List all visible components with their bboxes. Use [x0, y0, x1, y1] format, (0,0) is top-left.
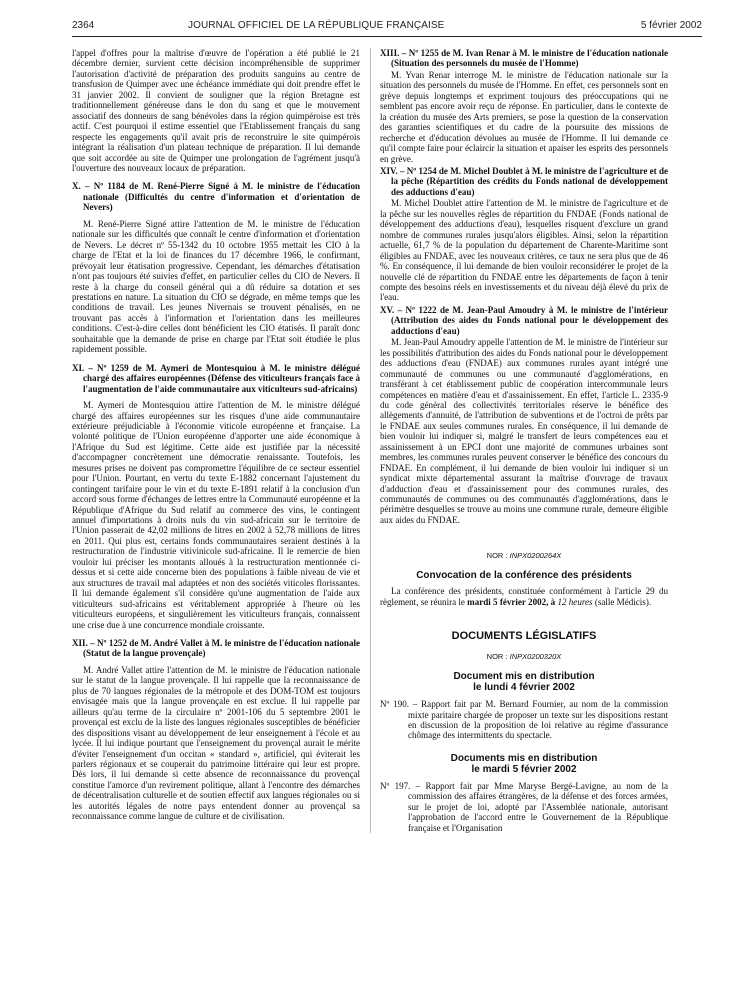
document-item-197: Nº 197. – Rapport fait par Mme Maryse Bergé-Lavigne, au nom de la commission des affaires étrangères, de la défense et des forces armées, sur le projet de loi, adopté par l'Assemblée nationale, autorisant l'approbation de l'accord entre le Gouvernement de la République française et l'Organisation — [380, 780, 668, 833]
legislative-documents-section — [380, 631, 668, 833]
nor-code: INPX0200320X — [509, 651, 562, 661]
left-column — [72, 48, 360, 822]
issue-date: 5 février 2002 — [640, 20, 702, 31]
distribution-heading-line1: Documents mis en distribution — [450, 752, 598, 764]
nor-reference — [380, 551, 668, 561]
convocation-text — [380, 586, 668, 607]
nor-label: NOR : — [486, 551, 508, 561]
question-body-x: M. René-Pierre Signé attire l'attention de M. le ministre de l'éducation nationale sur les difficultés que connaît le centre d'information et d'orientation de Nevers. Le décret nº 55-1342 du 10 octobre 1955 mettait les CIO à la charge de l'Etat et la loi de finances du 17 décembre 1966, le confirmant, prévoyait leur étatisation progressive. Cependant, les démarches d'étatisation n'ont pas toujours été suivies d'effet, en particulier celles du CIO de Nevers. Il reste à la charge du conseil général qui a dû réduire sa dotation et ses prestations en nature. La situation du CIO se dégrade, en même temps que les conditions de travail. Les jeunes Nivernais se trouvent pénalisés, en ne trouvant pas accès à l'information et l'orientation dans les meilleures conditions. C'est-à-dire celles dont bénéficient les CIO étatisés. Il paraît donc souhaitable que la demande de prise en charge par l'Etat soit étudiée le plus rapidement possible. — [72, 218, 360, 355]
question-body-xv: M. Jean-Paul Amoudry appelle l'attention de M. le ministre de l'intérieur sur les possibilités d'attribution des aides du Fonds national pour le développement des adductions d'eau (FNDAE) aux communes rurales ayant intégré une communauté de communes ou une communauté d'agglomérations, en transférant à cet établissement public de coopération intercommunale leurs compétences en matière d'eau et d'assainissement. En effet, l'article L. 2335-9 du code général des collectivités territoriales réserve le bénéfice des allègements d'annuité, de l'attribution de subventions et de l'octroi de prêts par le FNDAE aux seules communes rurales. En conséquence, il lui demande de bien vouloir lui indiquer si, malgré le transfert de leurs compétences eau et assainissement à un EPCI dont une majorité de communes urbaines sont membres, les communes rurales peuvent conserver le bénéfice des concours du FNDAE. En complément, il lui demande de bien vouloir lui indiquer si un syndicat mixte départemental assurant la maîtrise d'ouvrage de travaux d'adduction d'eau et d'assainissement pour des communes rurales, des communautés de communes ou des communautés d'agglomérations, dans le périmètre desquelles se trouve au moins une commune rurale, demeure éligible aux aides du FNDAE. — [380, 337, 668, 525]
document-item-190: Nº 190. – Rapport fait par M. Bernard Fournier, au nom de la commission mixte paritaire chargée de proposer un texte sur les dispositions restant en discussion de la proposition de loi relative au régime d'assurance chômage des intermittents du spectacle. — [380, 699, 668, 741]
question-body-xii: M. André Vallet attire l'attention de M. le ministre de l'éducation nationale sur le statut de la langue provençale. Il lui rappelle que la reconnaissance de plus de 70 langues régionales de la métropole et des DOM-TOM est toujours envisagée mais que la langue provençale en est exclue. Il lui rappelle par ailleurs qu'au terme de la circulaire nº 2001-106 du 5 septembre 2001 le provençal est exclu de la liste des langues régionales susceptibles de bénéficier des dispositions visant au développement de leur enseignement à l'école et au lycée. Il lui indique pourtant que l'enseignement du provençal aurait le mérite d'éviter l'enseignement d'un occitan « standard », artificiel, qui éviterait les parlers régionaux et se couperait du patrimoine littéraire qui leur est propre. Dès lors, il lui demande si cette absence de reconnaissance du provençal constitue l'amorce d'un revirement politique, allant à l'encontre des démarches de décentralisation culturelle et de soutien effectif aux langues régionales ou si les autorités légales de notre pays entendent donner au provençal sa reconnaissance comme langue de culture et de civilisation. — [72, 664, 360, 822]
journal-title: JOURNAL OFFICIEL DE LA RÉPUBLIQUE FRANÇAISE — [188, 20, 445, 31]
distribution-heading-line2: le lundi 4 février 2002 — [473, 682, 575, 694]
question-heading-x: X. – Nº 1184 de M. René-Pierre Signé à M. le ministre de l'éducation nationale (Difficultés du centre d'information et d'orientation de Nevers) — [72, 181, 360, 213]
question-heading-xiii: XIII. – Nº 1255 de M. Ivan Renar à M. le ministre de l'éducation nationale (Situation des personnels du musée de l'Homme) — [380, 48, 668, 69]
question-body-xiv: M. Michel Doublet attire l'attention de M. le ministre de l'agriculture et de la pêche sur les nouvelles règles de répartition du FNDAE (Fonds national de développement des adductions d'eau), lesquelles risquent d'exclure un grand nombre de communes rurales jusqu'alors éligibles. Ainsi, selon la répartition actuelle, 61,7 % de la population du département de Charente-Maritime sont éligibles au FNDAE, avec les nouveaux critères, ce taux ne sera plus que de 46 %. En conséquence, il lui demande de bien vouloir reconsidérer le projet de la nouvelle clé de répartition du FNDAE entre les départements de façon à tenir compte des besoins réels en investissements et du niveau déjà élevé du prix de l'eau. — [380, 198, 668, 303]
question-heading-xi: XI. – Nº 1259 de M. Aymeri de Montesquiou à M. le ministre délégué chargé des affaires européennes (Défense des viticulteurs français face à l'augmentation de l'aide communautaire aux viticulteurs sud-africains) — [72, 362, 360, 394]
question-body-xiii: M. Yvan Renar interroge M. le ministre de l'éducation nationale sur la situation des personnels du musée de l'Homme. En effet, ces personnels sont en grève depuis longtemps et expriment toujours des préoccupations qui ne semblent pas encore avoir reçu de réponse. En particulier, dans le contexte de la création du musée des Arts premiers, se pose la question de la conservation des garanties scientifiques et du cadre de la poursuite des missions de recherche et d'éducation dévolues au musée de l'Homme. Il lui demande ce qu'il compte faire pour éclaircir la situation et apaiser les esprits des personnels en grève. — [380, 69, 668, 164]
convocation-date: mardi 5 février 2002, à — [467, 596, 556, 607]
intro-paragraph: l'appel d'offres pour la maîtrise d'œuvre de l'opération a été publié le 21 décembre dernier, survient cette décision incompréhensible de supprimer l'autorisation d'activité de préparation des produits sanguins au centre de transfusion de Quimper avec une échéance immédiate qui doit prendre effet le 31 janvier 2002. Il convient de souligner que la région Bretagne est traditionnellement généreuse dans le don du sang et que le mouvement associatif des donneurs de sang bénévoles dans la région quimpéroise est très actif. C'est pourquoi il estime essentiel que l'Etablissement français du sang respecte les engagements qu'il avait pris de reconstruire le site quimpérois intégrant la réalisation d'un plateau technique de préparation. Il lui demande que soit accordée au site de Quimper une prolongation de l'agrément jusqu'à l'ouverture des nouveaux locaux de préparation. — [72, 48, 360, 173]
nor-label: NOR : — [486, 651, 508, 661]
page-number: 2364 — [72, 20, 95, 31]
convocation-time: 12 heures — [557, 596, 593, 607]
convocation-title: Convocation de la conférence des présidents — [416, 569, 632, 581]
documents-title: DOCUMENTS LÉGISLATIFS — [451, 630, 597, 643]
convocation-text-lead: La conférence des présidents, constituée conformément à l'article 29 du règlement, se réunira le — [380, 586, 668, 607]
question-body-xi: M. Aymeri de Montesquiou attire l'attention de M. le ministre délégué chargé des affaires européennes sur les risques d'une aide communautaire extérieure préjudiciable à l'économie viticole européenne et française. La volonté politique de l'Union européenne d'apporter une aide économique à l'Afrique du Sud est légitime. Cette aide est justifiée par la nécessité d'accompagner concrètement une démocratie renaissante. Toutefois, les mesures prises ne doivent pas compromettre l'équilibre de ce secteur essentiel pour l'Union. Pourtant, en vertu du texte E-1882 concernant l'ajustement du contingent tarifaire pour le vin et du texte E-1891 relatif à la conclusion d'un accord sous forme d'échanges de lettres entre la Communauté européenne et la République d'Afrique du Sud relatif au commerce des vins, le contingent annuel d'importations à droits nuls du vin sud-africain sur le territoire de l'Union passerait de 42,02 millions de litres en 2002 à 52,78 millions de litres en 2011. Qui plus est, certains fonds communautaires seraient destinés à la restructuration de l'industrie vitivinicole sud-africaine. Il le remercie de bien vouloir lui préciser les montants alloués à la restructuration mentionnée ci-dessus et si cette aide concerne bien des populations à faible niveau de vie et aux structures de travail mal adaptées et non des sociétés viticoles florissantes. Il lui demande également s'il considère qu'une augmentation de l'aide aux viticulteurs sud-africains est véritablement appropriée à l'heure où les viticulteurs européens, et singulièrement les viticulteurs français, connaissent une crise due à une concurrence mondiale croissante. — [72, 400, 360, 630]
question-heading-xiv: XIV. – Nº 1254 de M. Michel Doublet à M. le ministre de l'agriculture et de la pêche (Répartition des crédits du Fonds national de développement des adductions d'eau) — [380, 165, 668, 197]
right-column — [380, 48, 668, 833]
distribution-heading-line2: le mardi 5 février 2002 — [471, 763, 577, 775]
column-divider — [370, 48, 371, 833]
nor-reference-documents — [380, 652, 668, 662]
question-heading-xv: XV. – Nº 1222 de M. Jean-Paul Amoudry à M. le ministre de l'intérieur (Attribution des aides du Fonds national pour le développement des adductions d'eau) — [380, 304, 668, 336]
convocation-section — [380, 551, 668, 607]
convocation-location: (salle Médicis). — [592, 596, 652, 607]
question-heading-xii: XII. – Nº 1252 de M. André Vallet à M. le ministre de l'éducation nationale (Statut de la langue provençale) — [72, 638, 360, 659]
distribution-heading-2 — [380, 753, 668, 775]
header-rule — [72, 36, 702, 37]
distribution-heading-1 — [380, 671, 668, 693]
nor-code: INPX0200264X — [509, 551, 562, 561]
distribution-heading-line1: Document mis en distribution — [453, 671, 595, 683]
